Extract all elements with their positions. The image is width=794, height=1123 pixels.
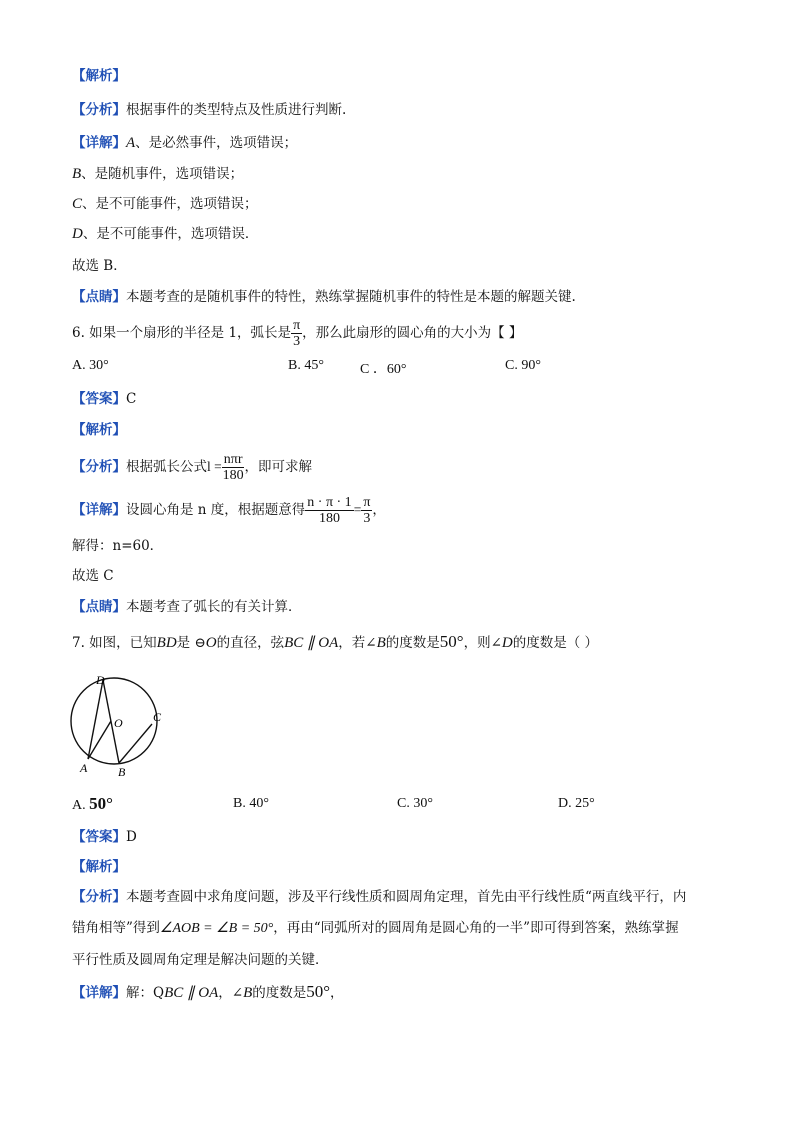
label-o: O [114, 716, 123, 730]
q7-jiexi [72, 857, 126, 877]
chord-bc [119, 724, 152, 763]
q7-answer [72, 827, 137, 847]
q6-detail: 【详解】设圆心角是 n 度，根据题意得 $\frac{n \cdot \pi \cdot 1}{180}$ = $\frac{\pi}{3}$ ， [72, 495, 386, 526]
q6-fraction: $\frac{\pi}{3}$ [293, 318, 301, 349]
q6-answer [72, 389, 136, 409]
q7-option-b: B. 40° [233, 796, 269, 811]
q6-stem-text: 6. 如果一个扇形的半径是 1，弧长是 [72, 325, 292, 341]
q6-stem-text: ，那么此扇形的圆心角的大小为【 】 [302, 325, 523, 341]
detail-text: 、是不可能事件，选项错误； [82, 196, 258, 212]
q6-option-a: A. 30° [72, 358, 109, 373]
label-b: B [118, 765, 126, 779]
fenxi-text: 本题考查圆中求角度问题，涉及平行线性质和圆周角定理，首先由平行线性质“两直线平行，内 [126, 889, 687, 905]
label-c: C [153, 710, 162, 724]
detail-text: 、是随机事件，选项错误； [81, 166, 244, 182]
xiangjie-tag: 【详解】 [72, 985, 126, 1001]
xiangjie-tag: 【详解】 [72, 135, 126, 151]
q6-option-d: C. 90° [505, 358, 541, 373]
option-letter: D [72, 226, 83, 242]
conclusion-text: 故选 B． [72, 258, 127, 274]
detail-line-c [72, 194, 258, 214]
fenxi-tag: 【分析】 [72, 459, 126, 475]
daan-tag: 【答案】 [72, 829, 126, 845]
q6-comment [72, 597, 302, 617]
fenxi-text: 根据弧长公式 [126, 459, 207, 475]
fenxi-tag: 【分析】 [72, 889, 126, 905]
dianjing-tag: 【点睛】 [72, 599, 126, 615]
daan-value: C [126, 391, 137, 407]
q7-stem: 7. 如图，已知BD是 ⊖O的直径，弦BC ∥ OA，若∠B的度数是50°，则∠D的度数是（ ） [72, 632, 599, 651]
q6-analysis [72, 448, 312, 486]
option-letter: B [72, 166, 82, 182]
label-a: A [80, 761, 88, 775]
conclusion-text: 故选 C [72, 568, 114, 584]
fenxi-text: 根据事件的类型特点及性质进行判断. [126, 102, 347, 118]
fenxi-text: ，即可求解 [244, 459, 312, 475]
conclusion-line [72, 256, 127, 276]
detail-text: 、是必然事件，选项错误； [135, 135, 298, 151]
detail-line-a [72, 133, 297, 153]
arc-formula-fraction: $\frac{\text{nπr}}{180}$ [222, 452, 244, 483]
q7-analysis-2: 错角相等”得到∠AOB = ∠B = 50°，再由“同弧所对的圆周角是圆心角的一半”即可得到答案，熟练掌握 [72, 920, 679, 936]
equation-left-fraction: $\frac{n \cdot \pi \cdot 1}{180}$ [307, 495, 352, 526]
q7-detail: 【详解】解：QBC ∥ OA，∠B的度数是50°， [72, 982, 344, 1001]
q7-option-d: D. 25° [558, 796, 595, 811]
xiangjie-text: 设圆心角是 n 度，根据题意得 [126, 502, 306, 518]
q6-jiexi [72, 420, 126, 440]
solution-text: 解得：n=60． [72, 538, 164, 554]
dianjing-text: 本题考查了弧长的有关计算． [126, 599, 302, 615]
analysis-line [72, 100, 346, 120]
q6-stem [72, 316, 522, 350]
label-d: D [96, 673, 105, 687]
q7-analysis-3: 平行性质及圆周角定理是解决问题的关键． [72, 952, 329, 968]
equation-right-fraction: $\frac{\pi}{3}$ [363, 495, 371, 526]
detail-text: 、是不可能事件，选项错误． [82, 226, 259, 242]
jiexi-label: 【解析】 [72, 859, 126, 875]
q7-option-a: A. 50° [72, 794, 113, 813]
comment-line [72, 287, 576, 307]
angle-equation: ∠AOB = ∠B = 50° [159, 921, 274, 936]
dianjing-text: 本题考查的是随机事件的特性，熟练掌握随机事件的特性是本题的解题关键. [126, 289, 576, 305]
section-jiexi [72, 66, 126, 86]
dianjing-tag: 【点睛】 [72, 289, 126, 305]
xiangjie-tag: 【详解】 [72, 502, 126, 518]
formula-lhs: l = [207, 459, 222, 474]
q6-option-b: B. 45° [288, 358, 324, 373]
daan-value: D [126, 829, 137, 845]
q6-solution [72, 536, 163, 556]
q6-conclusion [72, 566, 114, 586]
option-letter: C [72, 196, 83, 212]
q7-analysis-1 [72, 887, 686, 907]
jiexi-label: 【解析】 [72, 422, 126, 438]
option-letter: A [126, 135, 136, 151]
q6-option-c: C ．60° [360, 362, 407, 377]
daan-tag: 【答案】 [72, 391, 126, 407]
detail-line-b [72, 164, 243, 184]
fenxi-tag: 【分析】 [72, 102, 126, 118]
circle-figure [66, 670, 176, 785]
jiexi-label: 【解析】 [72, 68, 126, 84]
detail-line-d [72, 224, 258, 244]
q7-option-c: C. 30° [397, 796, 433, 811]
